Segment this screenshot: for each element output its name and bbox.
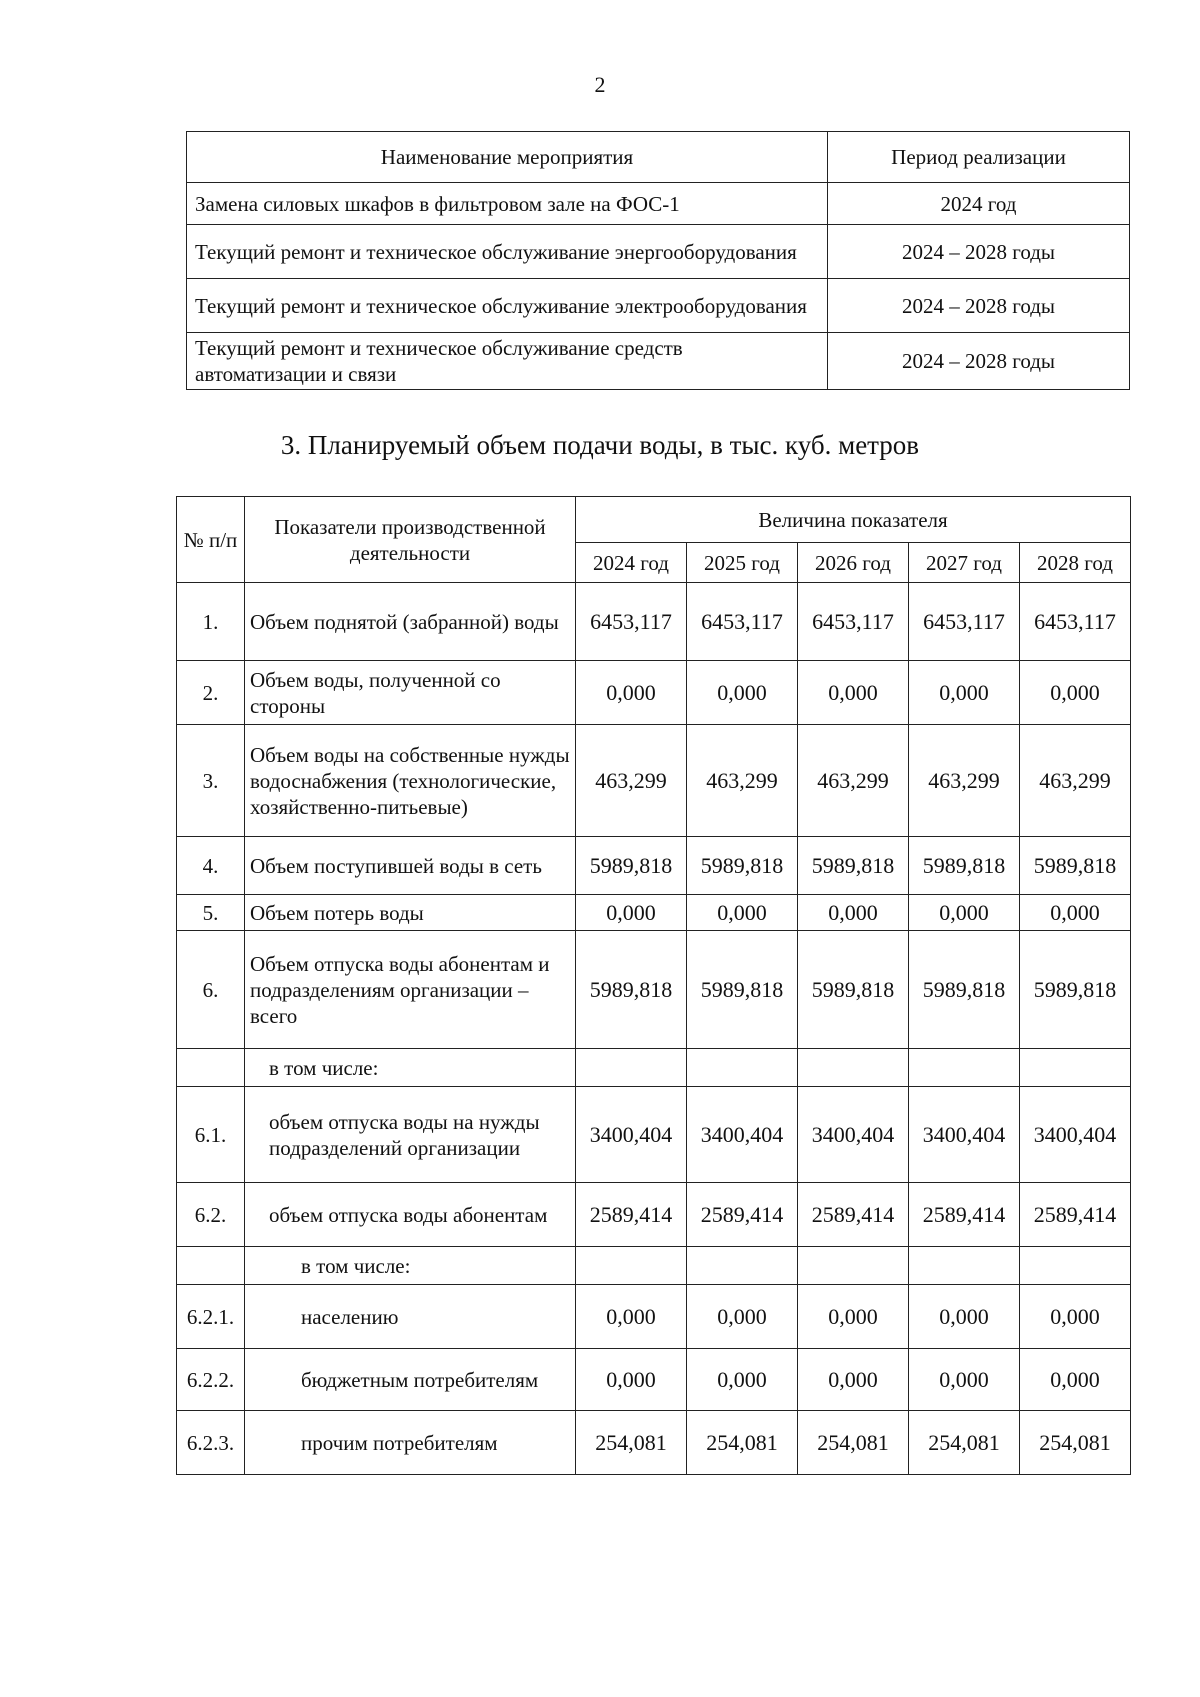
row-value — [909, 1247, 1020, 1285]
table-row — [177, 725, 1131, 837]
row-value: 3400,404 — [798, 1087, 909, 1183]
measure-period: 2024 – 2028 годы — [828, 225, 1130, 279]
row-value: 6453,117 — [909, 583, 1020, 661]
measure-name: Текущий ремонт и техническое обслуживание электрооборудования — [187, 279, 828, 333]
measure-name: Текущий ремонт и техническое обслуживание средств автоматизации и связи — [187, 333, 828, 390]
row-value — [576, 1247, 687, 1285]
header-year: 2024 год — [576, 543, 687, 583]
row-number: 6.2. — [177, 1183, 245, 1247]
row-value: 0,000 — [798, 1285, 909, 1349]
row-value: 0,000 — [798, 661, 909, 725]
row-indicator: населению — [245, 1285, 576, 1349]
measure-name: Замена силовых шкафов в фильтровом зале на ФОС-1 — [187, 183, 828, 225]
water-supply-table — [176, 496, 1131, 1475]
row-indicator: Объем поступившей воды в сеть — [245, 837, 576, 895]
row-value: 463,299 — [909, 725, 1020, 837]
row-value: 0,000 — [687, 1285, 798, 1349]
row-number: 1. — [177, 583, 245, 661]
table-row — [177, 661, 1131, 725]
row-value: 5989,818 — [1020, 837, 1131, 895]
table-row — [177, 837, 1131, 895]
measure-period: 2024 – 2028 годы — [828, 279, 1130, 333]
row-indicator: объем отпуска воды на нужды подразделений организации — [245, 1087, 576, 1183]
row-value: 3400,404 — [576, 1087, 687, 1183]
table-row — [187, 333, 1130, 390]
row-value: 254,081 — [576, 1411, 687, 1475]
row-number: 6.1. — [177, 1087, 245, 1183]
table-header-row — [177, 497, 1131, 543]
row-value: 6453,117 — [576, 583, 687, 661]
row-indicator: Объем воды на собственные нужды водоснабжения (технологические, хозяйственно-питьевые) — [245, 725, 576, 837]
table-body — [177, 583, 1131, 1475]
table-header-row — [187, 132, 1130, 183]
row-value: 0,000 — [1020, 1285, 1131, 1349]
header-measure-name: Наименование мероприятия — [187, 132, 828, 183]
header-year: 2025 год — [687, 543, 798, 583]
row-indicator: Объем отпуска воды абонентам и подразделениям организации – всего — [245, 931, 576, 1049]
row-number: 6.2.2. — [177, 1349, 245, 1411]
row-number: 3. — [177, 725, 245, 837]
row-value: 0,000 — [1020, 895, 1131, 931]
row-value: 463,299 — [1020, 725, 1131, 837]
measures-table — [186, 131, 1130, 390]
header-year: 2026 год — [798, 543, 909, 583]
row-value: 5989,818 — [909, 837, 1020, 895]
row-value — [798, 1049, 909, 1087]
row-value: 0,000 — [909, 1349, 1020, 1411]
table-row — [177, 1411, 1131, 1475]
row-value — [798, 1247, 909, 1285]
row-value: 0,000 — [798, 895, 909, 931]
row-indicator: прочим потребителям — [245, 1411, 576, 1475]
table-row — [177, 895, 1131, 931]
row-value: 463,299 — [798, 725, 909, 837]
row-value: 0,000 — [1020, 1349, 1131, 1411]
row-value: 0,000 — [909, 1285, 1020, 1349]
row-number — [177, 1049, 245, 1087]
row-number: 6. — [177, 931, 245, 1049]
measure-period: 2024 – 2028 годы — [828, 333, 1130, 390]
page-number: 2 — [594, 72, 606, 97]
row-value: 0,000 — [687, 661, 798, 725]
row-value: 2589,414 — [687, 1183, 798, 1247]
table-row — [177, 1087, 1131, 1183]
row-value — [909, 1049, 1020, 1087]
row-value: 5989,818 — [687, 837, 798, 895]
row-value: 0,000 — [687, 1349, 798, 1411]
row-value: 3400,404 — [687, 1087, 798, 1183]
table-row — [177, 583, 1131, 661]
row-number: 5. — [177, 895, 245, 931]
row-value: 0,000 — [909, 661, 1020, 725]
table-row — [177, 1247, 1131, 1285]
header-number: № п/п — [177, 497, 245, 583]
row-value: 2589,414 — [909, 1183, 1020, 1247]
row-indicator: Объем воды, полученной со стороны — [245, 661, 576, 725]
table-row — [177, 1349, 1131, 1411]
row-value: 0,000 — [909, 895, 1020, 931]
row-indicator: в том числе: — [245, 1049, 576, 1087]
row-value: 5989,818 — [576, 931, 687, 1049]
row-number: 6.2.1. — [177, 1285, 245, 1349]
row-value: 5989,818 — [1020, 931, 1131, 1049]
table-row — [177, 1183, 1131, 1247]
row-value: 0,000 — [576, 661, 687, 725]
row-value: 6453,117 — [1020, 583, 1131, 661]
section-title: 3. Планируемый объем подачи воды, в тыс. куб. метров — [280, 430, 920, 460]
row-indicator: в том числе: — [245, 1247, 576, 1285]
row-value: 6453,117 — [798, 583, 909, 661]
row-value: 254,081 — [909, 1411, 1020, 1475]
row-value: 2589,414 — [798, 1183, 909, 1247]
header-indicator: Показатели производственной деятельности — [245, 497, 576, 583]
measure-period: 2024 год — [828, 183, 1130, 225]
measure-name: Текущий ремонт и техническое обслуживание энергооборудования — [187, 225, 828, 279]
row-value — [1020, 1247, 1131, 1285]
row-value — [687, 1247, 798, 1285]
row-value: 0,000 — [576, 1349, 687, 1411]
row-value: 0,000 — [687, 895, 798, 931]
row-indicator: объем отпуска воды абонентам — [245, 1183, 576, 1247]
row-value: 0,000 — [576, 895, 687, 931]
row-value: 5989,818 — [798, 837, 909, 895]
header-value: Величина показателя — [576, 497, 1131, 543]
row-value: 2589,414 — [1020, 1183, 1131, 1247]
row-value: 254,081 — [1020, 1411, 1131, 1475]
table-row — [177, 1049, 1131, 1087]
row-value — [687, 1049, 798, 1087]
row-value — [1020, 1049, 1131, 1087]
row-value: 5989,818 — [909, 931, 1020, 1049]
table-row — [187, 279, 1130, 333]
header-year: 2027 год — [909, 543, 1020, 583]
row-value: 463,299 — [687, 725, 798, 837]
row-value: 463,299 — [576, 725, 687, 837]
row-value — [576, 1049, 687, 1087]
row-value: 0,000 — [798, 1349, 909, 1411]
row-value: 3400,404 — [909, 1087, 1020, 1183]
row-value: 254,081 — [798, 1411, 909, 1475]
row-value: 5989,818 — [576, 837, 687, 895]
table-row — [187, 225, 1130, 279]
row-value: 254,081 — [687, 1411, 798, 1475]
row-number: 2. — [177, 661, 245, 725]
header-period: Период реализации — [828, 132, 1130, 183]
table-row — [187, 183, 1130, 225]
row-value: 2589,414 — [576, 1183, 687, 1247]
table-row — [177, 1285, 1131, 1349]
row-indicator: Объем поднятой (забранной) воды — [245, 583, 576, 661]
row-indicator: Объем потерь воды — [245, 895, 576, 931]
header-year: 2028 год — [1020, 543, 1131, 583]
row-value: 5989,818 — [798, 931, 909, 1049]
row-value: 3400,404 — [1020, 1087, 1131, 1183]
row-value: 0,000 — [576, 1285, 687, 1349]
row-number — [177, 1247, 245, 1285]
row-value: 0,000 — [1020, 661, 1131, 725]
table-row — [177, 931, 1131, 1049]
row-indicator: бюджетным потребителям — [245, 1349, 576, 1411]
row-number: 6.2.3. — [177, 1411, 245, 1475]
row-value: 6453,117 — [687, 583, 798, 661]
row-number: 4. — [177, 837, 245, 895]
row-value: 5989,818 — [687, 931, 798, 1049]
